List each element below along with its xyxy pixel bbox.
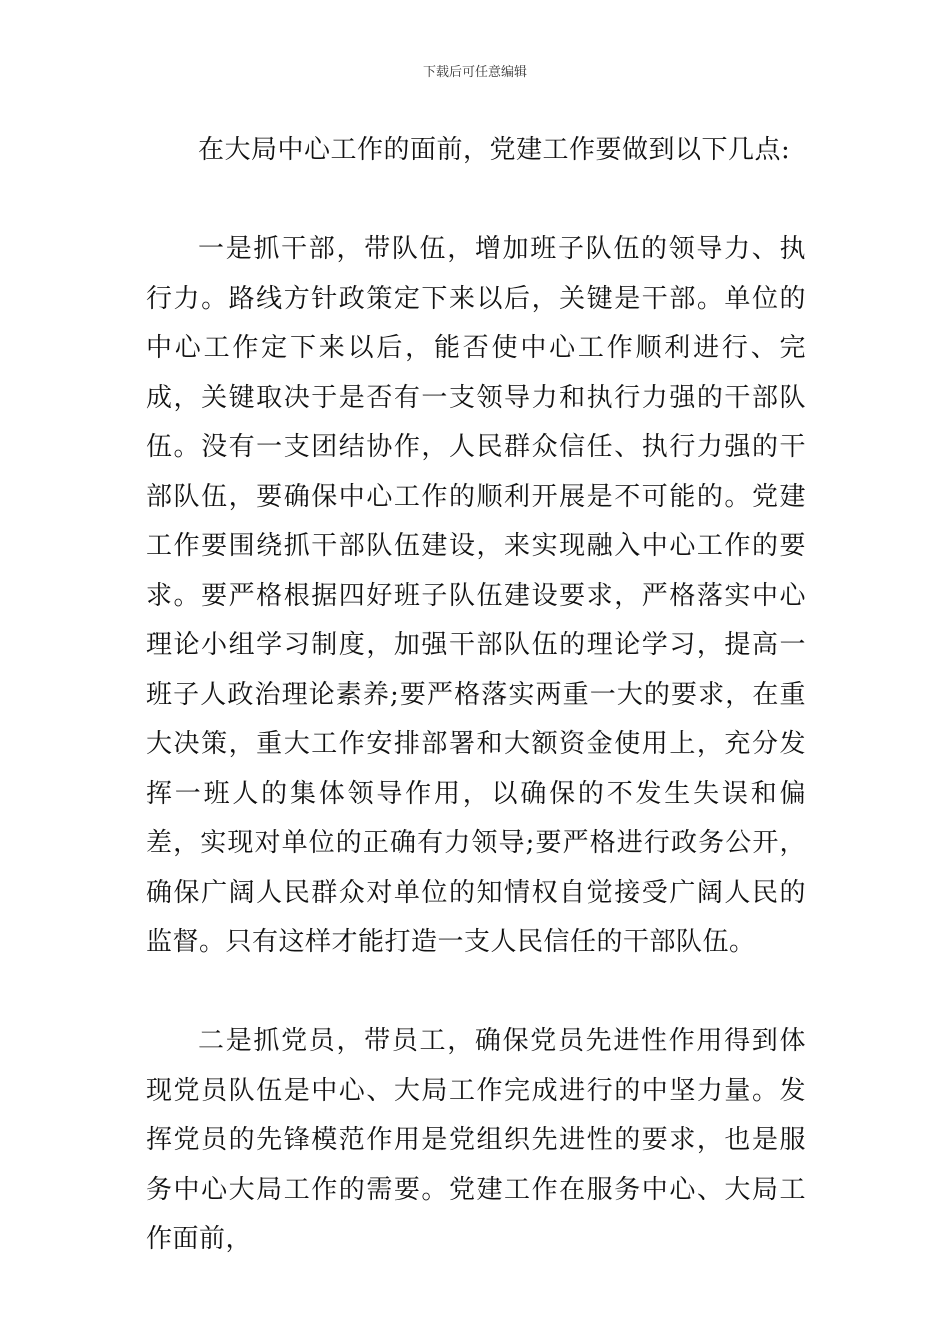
document-body xyxy=(146,126,806,1265)
paragraph-second-point: 二是抓党员，带员工，确保党员先进性作用得到体现党员队伍是中心、大局工作完成进行的中坚力量。发挥党员的先锋模范作用是党组织先进性的要求，也是服务中心大局工作的需要。党建工作在服务中心、大局工作面前， xyxy=(146,1026,806,1254)
header-note: 下载后可任意编辑 xyxy=(422,65,527,80)
paragraph-intro: 在大局中心工作的面前，党建工作要做到以下几点: xyxy=(198,135,791,165)
paragraph-first-point: 一是抓干部，带队伍，增加班子队伍的领导力、执行力。路线方针政策定下来以后，关键是干部。单位的中心工作定下来以后，能否使中心工作顺利进行、完成，关键取决于是否有一支领导力和执行力强的干部队伍。没有一支团结协作，人民群众信任、执行力强的干部队伍，要确保中心工作的顺利开展是不可能的。党建工作要围绕抓干部队伍建设，来实现融入中心工作的要求。要严格根据四好班子队伍建设要求，严格落实中心理论小组学习制度，加强干部队伍的理论学习，提高一班子人政治理论素养;要严格落实两重一大的要求，在重大决策，重大工作安排部署和大额资金使用上，充分发挥一班人的集体领导作用，以确保的不发生失误和偏差，实现对单位的正确有力领导;要严格进行政务公开，确保广阔人民群众对单位的知情权自觉接受广阔人民的监督。只有这样才能打造一支人民信任的干部队伍。 xyxy=(146,234,806,957)
